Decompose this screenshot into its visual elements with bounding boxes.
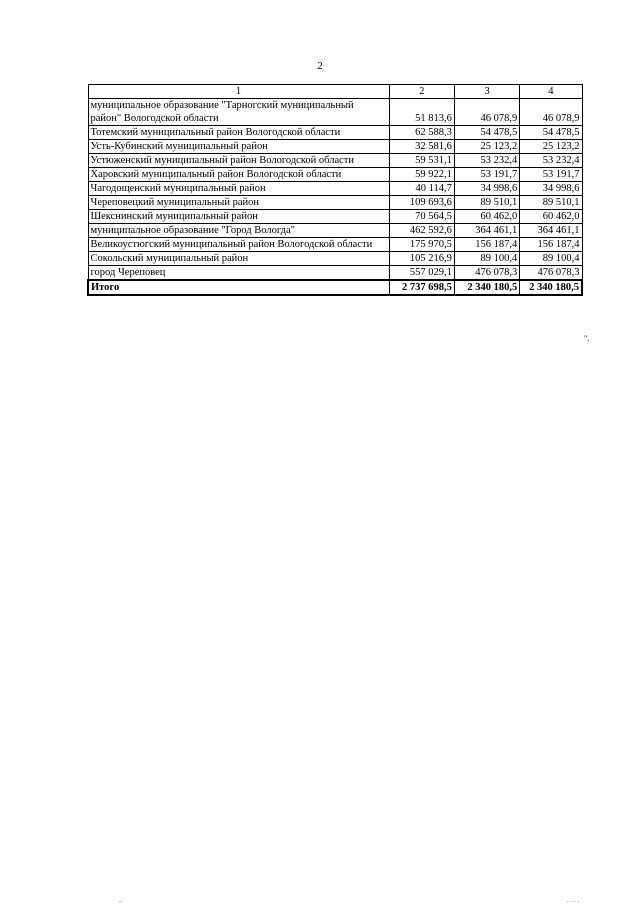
- row-value-cell: 46 078,9: [520, 99, 582, 126]
- row-value-cell: 364 461,1: [454, 224, 519, 238]
- row-value-cell: 175 970,5: [389, 238, 454, 252]
- row-name-cell: город Череповец: [88, 266, 389, 281]
- row-value-cell: 46 078,9: [454, 99, 519, 126]
- row-value-cell: 53 191,7: [454, 168, 519, 182]
- table-row: [88, 154, 582, 168]
- row-value-cell: 59 922,1: [389, 168, 454, 182]
- row-name-cell: муниципальное образование "Город Вологда": [88, 224, 389, 238]
- total-value-cell: 2 737 698,5: [389, 280, 454, 295]
- row-value-cell: 476 078,3: [520, 266, 582, 281]
- row-value-cell: 364 461,1: [520, 224, 582, 238]
- row-name-cell: Тотемский муниципальный район Вологодской области: [88, 126, 389, 140]
- total-value-cell: 2 340 180,5: [520, 280, 582, 295]
- row-name-cell: Череповецкий муниципальный район: [88, 196, 389, 210]
- row-value-cell: 25 123,2: [454, 140, 519, 154]
- table-row: [88, 224, 582, 238]
- row-name-cell: Харовский муниципальный район Вологодской области: [88, 168, 389, 182]
- row-value-cell: 557 029,1: [389, 266, 454, 281]
- data-table: [87, 84, 583, 296]
- table-row: [88, 140, 582, 154]
- row-value-cell: 476 078,3: [454, 266, 519, 281]
- table-row: [88, 196, 582, 210]
- table-row: [88, 266, 582, 281]
- table-row: [88, 210, 582, 224]
- row-name-cell: Великоустюгский муниципальный район Вологодской области: [88, 238, 389, 252]
- row-value-cell: 53 232,4: [454, 154, 519, 168]
- table-row: [88, 252, 582, 266]
- row-value-cell: 53 232,4: [520, 154, 582, 168]
- table-body: [88, 85, 582, 296]
- row-value-cell: 70 564,5: [389, 210, 454, 224]
- row-name-cell: Чагодощенский муниципальный район: [88, 182, 389, 196]
- page-number: 2: [317, 60, 323, 72]
- row-value-cell: 105 216,9: [389, 252, 454, 266]
- row-value-cell: 54 478,5: [520, 126, 582, 140]
- row-value-cell: 462 592,6: [389, 224, 454, 238]
- row-value-cell: 156 187,4: [454, 238, 519, 252]
- header-cell: 4: [520, 85, 582, 99]
- row-value-cell: 53 191,7: [520, 168, 582, 182]
- row-name-cell: Усть-Кубинский муниципальный район: [88, 140, 389, 154]
- row-value-cell: 51 813,6: [389, 99, 454, 126]
- row-value-cell: 89 100,4: [454, 252, 519, 266]
- row-name-cell: Устюженский муниципальный район Вологодской области: [88, 154, 389, 168]
- row-value-cell: 60 462,0: [520, 210, 582, 224]
- table-row: [88, 238, 582, 252]
- scan-mark-left: ..: [119, 896, 123, 904]
- row-name-cell: Шекснинский муниципальный район: [88, 210, 389, 224]
- table-row: [88, 168, 582, 182]
- row-value-cell: 59 531,1: [389, 154, 454, 168]
- total-row: [88, 280, 582, 295]
- row-value-cell: 62 588,3: [389, 126, 454, 140]
- header-cell: 3: [454, 85, 519, 99]
- row-value-cell: 89 100,4: [520, 252, 582, 266]
- row-value-cell: 25 123,2: [520, 140, 582, 154]
- table-row: [88, 126, 582, 140]
- total-value-cell: 2 340 180,5: [454, 280, 519, 295]
- row-value-cell: 89 510,1: [454, 196, 519, 210]
- header-row: [88, 85, 582, 99]
- header-cell: 1: [88, 85, 389, 99]
- table-row: [88, 99, 582, 126]
- row-name-cell: Сокольский муниципальный район: [88, 252, 389, 266]
- row-value-cell: 54 478,5: [454, 126, 519, 140]
- row-value-cell: 32 581,6: [389, 140, 454, 154]
- row-value-cell: 109 693,6: [389, 196, 454, 210]
- closing-quote: ".: [584, 334, 590, 343]
- row-value-cell: 156 187,4: [520, 238, 582, 252]
- row-name-cell: муниципальное образование "Тарногский муниципальный район" Вологодской области: [88, 99, 389, 126]
- row-value-cell: 40 114,7: [389, 182, 454, 196]
- row-value-cell: 89 510,1: [520, 196, 582, 210]
- total-label-cell: Итого: [88, 280, 389, 295]
- scan-mark-right: . . . .: [567, 896, 580, 904]
- row-value-cell: 34 998,6: [520, 182, 582, 196]
- row-value-cell: 34 998,6: [454, 182, 519, 196]
- table-row: [88, 182, 582, 196]
- header-cell: 2: [389, 85, 454, 99]
- row-value-cell: 60 462,0: [454, 210, 519, 224]
